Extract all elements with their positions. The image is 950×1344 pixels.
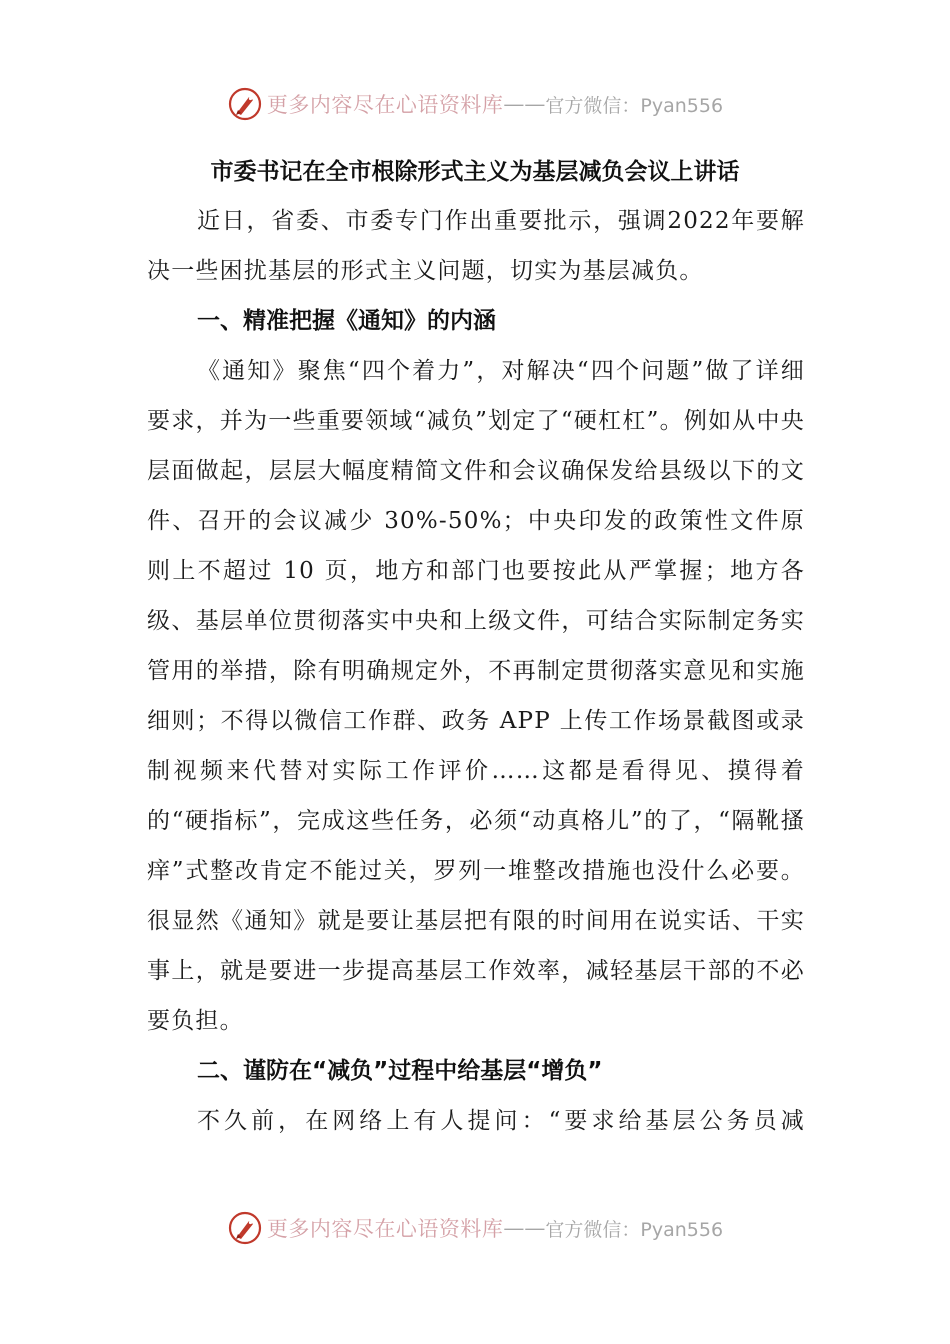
watermark-separator: —— [503,1216,546,1240]
watermark-text: 更多内容尽在心语资料库 [266,1217,504,1241]
watermark-wechat: 官方微信：Pyan556 [545,1218,724,1241]
pen-nib-logo-icon [227,86,263,122]
section-1-heading: 一、精准把握《通知》的内涵 [197,308,496,334]
pen-nib-logo-icon [227,1210,263,1246]
watermark-text: 更多内容尽在心语资料库 [266,93,504,117]
watermark-wechat: 官方微信：Pyan556 [545,94,724,117]
watermark-banner-bottom [0,1206,950,1250]
watermark-separator: —— [503,92,546,116]
document-body [147,196,805,1146]
section-2-paragraph: 不久前，在网络上有人提问：“要求给基层公务员减 [197,1108,805,1134]
section-1-paragraph: 《通知》聚焦“四个着力”，对解决“四个问题”做了详细要求，并为一些重要领域“减负”划定了“硬杠杠”。例如从中央层面做起，层层大幅度精简文件和会议确保发给县级以下的文件、召开的会议减少 30%-50%；中央印发的政策性文件原则上不超过 10 页，地方和部门也要按此从严掌握；地方各级、基层单位贯彻落实中央和上级文件，可结合实际制定务实管用的举措，除有明确规定外，不再制定贯彻落实意见和实施细则；不得以微信工作群、政务 APP 上传工作场景截图或录制视频来代替对实际工作评价……这都是看得见、摸得着的“硬指标”，完成这些任务，必须“动真格儿”的了，“隔靴搔痒”式整改肯定不能过关，罗列一堆整改措施也没什么必要。很显然《通知》就是要让基层把有限的时间用在说实话、干实事上，就是要进一步提高基层工作效率，减轻基层干部的不必要负担。 [147,358,805,1034]
section-2-heading: 二、谨防在“减负”过程中给基层“增负” [197,1058,603,1084]
intro-paragraph: 近日，省委、市委专门作出重要批示，强调2022年要解决一些困扰基层的形式主义问题，切实为基层减负。 [147,208,805,284]
watermark-banner-top [0,82,950,126]
document-title: 市委书记在全市根除形式主义为基层减负会议上讲话 [210,159,740,185]
